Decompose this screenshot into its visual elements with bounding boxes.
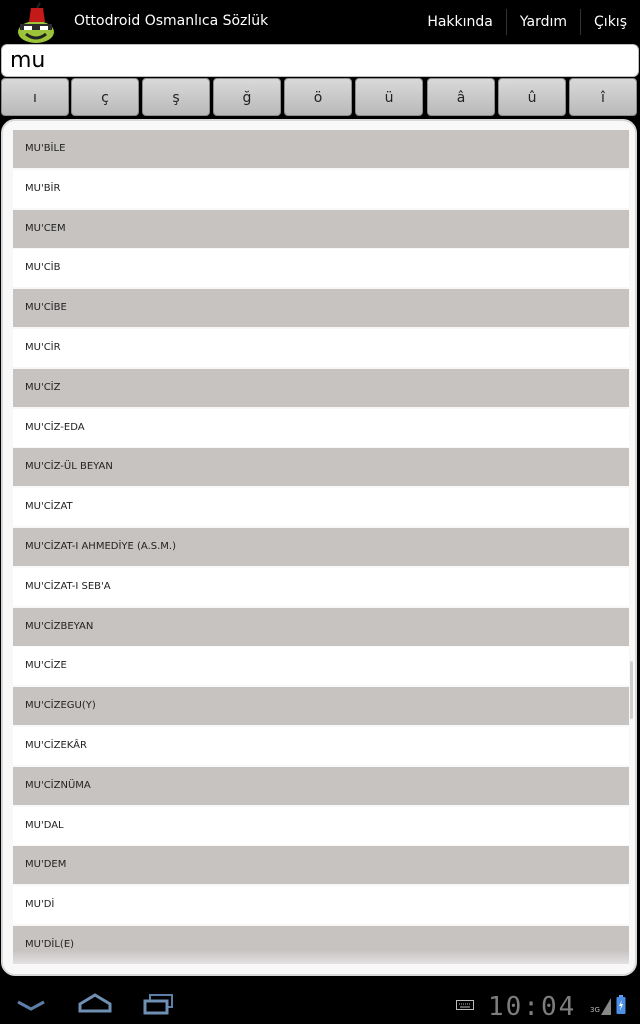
- keyboard-icon[interactable]: [456, 1000, 474, 1010]
- letter-button[interactable]: ü: [355, 78, 423, 116]
- list-item[interactable]: MU'CİZ-ÜL BEYAN: [13, 448, 629, 486]
- list-item[interactable]: MU'CİZ: [13, 369, 629, 407]
- letter-button[interactable]: û: [498, 78, 566, 116]
- list-item[interactable]: MU'DEM: [13, 846, 629, 884]
- menu-about[interactable]: Hakkında: [427, 14, 493, 30]
- overflow-menu: [414, 0, 640, 44]
- list-fade-edge: [3, 950, 635, 974]
- list-item[interactable]: MU'CİZAT-I SEB'A: [13, 568, 629, 606]
- list-item[interactable]: MU'CİZAT: [13, 488, 629, 526]
- list-item[interactable]: MU'CİR: [13, 329, 629, 367]
- signal-icon: [600, 996, 612, 1016]
- list-item[interactable]: MU'CİBE: [13, 289, 629, 327]
- list-item[interactable]: MU'Dİ: [13, 886, 629, 924]
- app-title: Ottodroid Osmanlıca Sözlük: [74, 13, 269, 29]
- network-type: 3G: [590, 1006, 600, 1014]
- menu-exit[interactable]: Çıkış: [594, 14, 627, 30]
- letter-button[interactable]: ş: [142, 78, 210, 116]
- search-input[interactable]: [2, 45, 638, 76]
- list-item[interactable]: MU'CİB: [13, 249, 629, 287]
- list-item[interactable]: MU'CİZAT-I AHMEDİYE (A.S.M.): [13, 528, 629, 566]
- letter-button[interactable]: â: [427, 78, 495, 116]
- results-list: [13, 130, 629, 966]
- search-box: [1, 44, 639, 77]
- list-item[interactable]: MU'CİZ-EDA: [13, 409, 629, 447]
- special-letters-bar: [1, 78, 639, 118]
- home-icon[interactable]: [77, 992, 113, 1014]
- clock: 10:04: [488, 992, 577, 1022]
- system-bar: [0, 986, 640, 1024]
- letter-button[interactable]: î: [569, 78, 637, 116]
- back-icon[interactable]: [14, 994, 48, 1014]
- menu-help[interactable]: Yardım: [519, 14, 568, 30]
- letter-button[interactable]: ö: [284, 78, 352, 116]
- list-item[interactable]: MU'BİR: [13, 170, 629, 208]
- battery-icon: [616, 995, 626, 1015]
- list-item[interactable]: MU'CİZBEYAN: [13, 608, 629, 646]
- results-panel: [1, 119, 637, 976]
- letter-button[interactable]: ı: [1, 78, 69, 116]
- letter-button[interactable]: ğ: [213, 78, 281, 116]
- list-item[interactable]: MU'CİZE: [13, 647, 629, 685]
- scrollbar[interactable]: [630, 661, 633, 719]
- letter-button[interactable]: ç: [71, 78, 139, 116]
- list-item[interactable]: MU'CİZEGU(Y): [13, 687, 629, 725]
- recent-apps-icon[interactable]: [142, 993, 176, 1015]
- list-item[interactable]: MU'BİLE: [13, 130, 629, 168]
- action-bar: [0, 0, 640, 44]
- list-item[interactable]: MU'DİL(E): [13, 926, 629, 964]
- list-item[interactable]: MU'CİZEKÂR: [13, 727, 629, 765]
- list-item[interactable]: MU'CEM: [13, 210, 629, 248]
- ottoman-droid-logo-icon[interactable]: [14, 2, 58, 44]
- list-item[interactable]: MU'CİZNÜMA: [13, 767, 629, 805]
- list-item[interactable]: MU'DAL: [13, 807, 629, 845]
